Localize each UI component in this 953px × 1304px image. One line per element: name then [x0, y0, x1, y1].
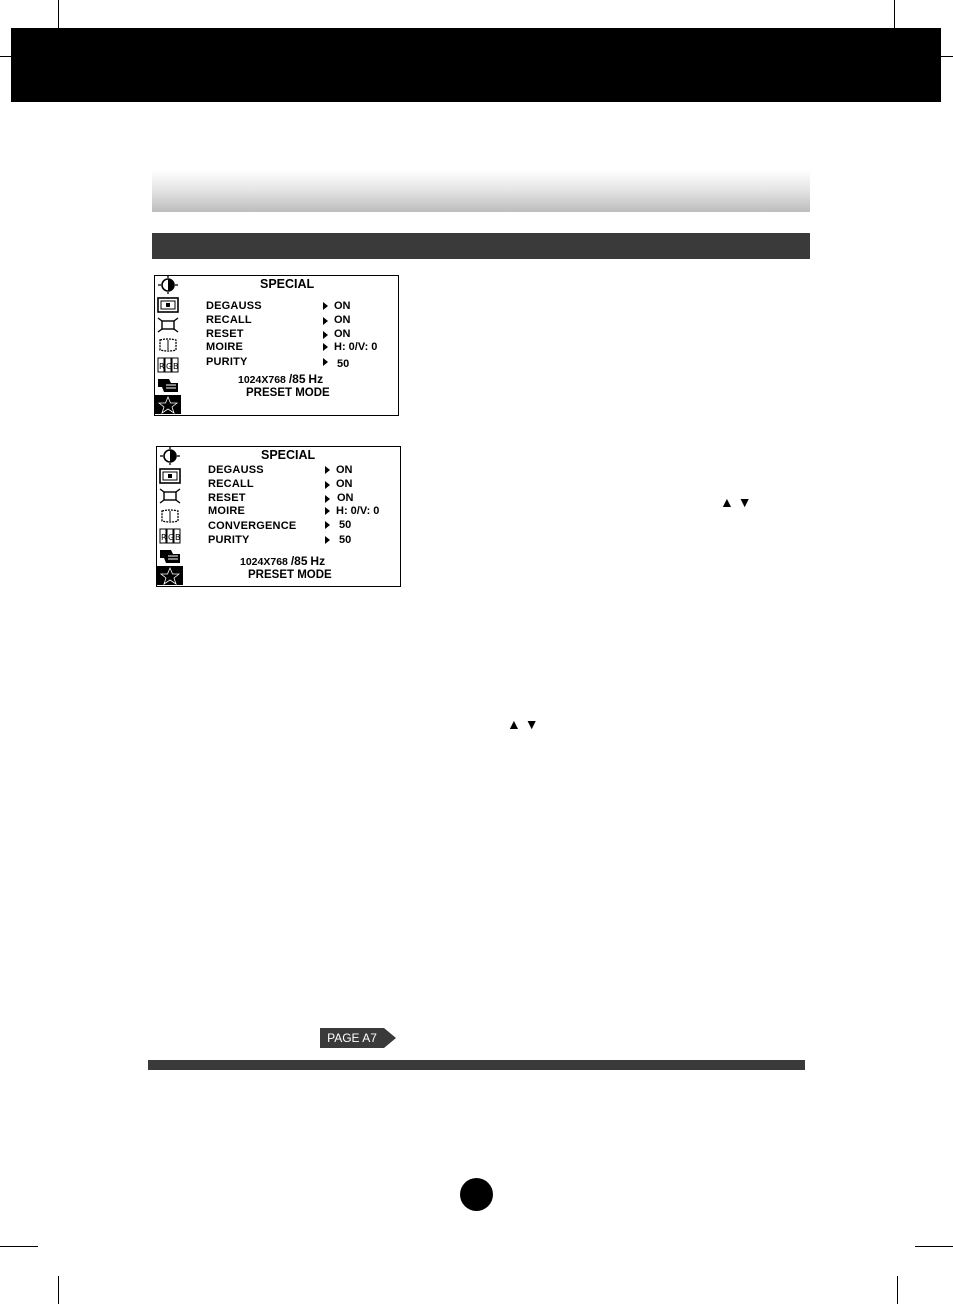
osd-arrow	[325, 536, 330, 544]
osd-resolution	[240, 554, 325, 568]
osd-row-label: MOIRE	[208, 505, 246, 517]
crop-mark	[0, 56, 11, 57]
osd-row-label: CONVERGENCE	[208, 520, 297, 532]
osd-arrow	[325, 507, 330, 515]
osd-arrow	[323, 302, 328, 310]
osd-arrow	[325, 481, 330, 489]
svg-text:B: B	[175, 532, 181, 542]
osd-row-value: 50	[339, 519, 352, 531]
osd-row-value: ON	[334, 328, 351, 340]
osd-arrow	[325, 521, 330, 529]
osd-row-label: MOIRE	[206, 341, 244, 353]
geometry-icon	[157, 507, 183, 527]
osd-row-label: PURITY	[206, 356, 248, 368]
osd-refresh-value: /85	[288, 372, 306, 386]
osd-hz-unit: Hz	[308, 372, 324, 386]
special-star-icon	[155, 395, 181, 415]
osd-menu-special-top	[154, 275, 399, 416]
crop-mark	[941, 56, 953, 57]
page-number-circle	[460, 1178, 493, 1211]
language-icon	[157, 546, 183, 566]
osd-arrow	[323, 343, 328, 351]
footer-bar	[148, 1060, 805, 1070]
crop-mark	[58, 0, 59, 28]
size-icon	[155, 316, 181, 336]
language-icon	[155, 375, 181, 395]
osd-row-value: ON	[337, 492, 354, 504]
rgb-icon	[157, 526, 183, 546]
osd-refresh-value: /85	[290, 554, 308, 568]
osd-row-value: H: 0/V: 0	[336, 505, 380, 517]
osd-hz-unit: Hz	[310, 554, 326, 568]
svg-text:G: G	[168, 532, 175, 542]
geometry-icon	[155, 336, 181, 356]
crop-mark	[894, 0, 895, 28]
up-down-arrows-icon: ▲ ▼	[720, 494, 752, 510]
osd-row-label: DEGAUSS	[206, 300, 262, 312]
osd-row-label: PURITY	[208, 534, 250, 546]
osd-arrow	[325, 495, 330, 503]
osd-row-value: H: 0/V: 0	[334, 341, 378, 353]
osd-row-value: 50	[337, 358, 350, 370]
osd-row-value: ON	[336, 464, 353, 476]
rgb-icon	[155, 355, 181, 375]
crop-mark	[897, 1276, 898, 1304]
osd-row-value: ON	[334, 300, 351, 312]
osd-icon-column	[155, 276, 181, 415]
osd-mode: PRESET MODE	[246, 387, 330, 399]
osd-row-label: DEGAUSS	[208, 464, 264, 476]
brightness-contrast-icon	[155, 276, 181, 296]
osd-resolution-value: 1024X768	[238, 374, 286, 386]
brightness-contrast-icon	[157, 447, 183, 467]
svg-text:R: R	[159, 361, 165, 371]
osd-mode: PRESET MODE	[248, 569, 332, 581]
osd-arrow	[325, 466, 330, 474]
size-icon	[157, 487, 183, 507]
osd-icon-column	[157, 447, 183, 586]
osd-title: SPECIAL	[261, 448, 316, 462]
osd-row-value: 50	[339, 534, 352, 546]
osd-row-label: RESET	[206, 328, 244, 340]
osd-arrow	[323, 317, 328, 325]
svg-text:G: G	[166, 361, 173, 371]
osd-row-label: RECALL	[206, 314, 252, 326]
osd-arrow	[323, 331, 328, 339]
crop-mark	[915, 1246, 953, 1247]
osd-menu-special-bottom	[156, 446, 401, 587]
svg-text:B: B	[173, 361, 179, 371]
page-reference-label: PAGE A7	[320, 1028, 384, 1048]
section-title-bar	[152, 170, 810, 212]
crop-mark	[58, 1276, 59, 1304]
svg-text:R: R	[161, 532, 167, 542]
osd-row-label: RESET	[208, 492, 246, 504]
osd-row-label: RECALL	[208, 478, 254, 490]
crop-mark	[0, 1246, 38, 1247]
header-bar	[11, 28, 941, 102]
osd-resolution	[238, 372, 323, 386]
special-star-icon	[157, 566, 183, 586]
page-reference-arrow	[384, 1028, 396, 1048]
osd-row-value: ON	[334, 314, 351, 326]
osd-row-value: ON	[336, 478, 353, 490]
subsection-bar	[152, 233, 810, 259]
osd-arrow	[323, 358, 328, 366]
up-down-arrows-icon: ▲ ▼	[507, 716, 539, 732]
osd-resolution-value: 1024X768	[240, 556, 288, 568]
osd-title: SPECIAL	[260, 277, 315, 291]
position-icon	[155, 296, 181, 316]
position-icon	[157, 467, 183, 487]
